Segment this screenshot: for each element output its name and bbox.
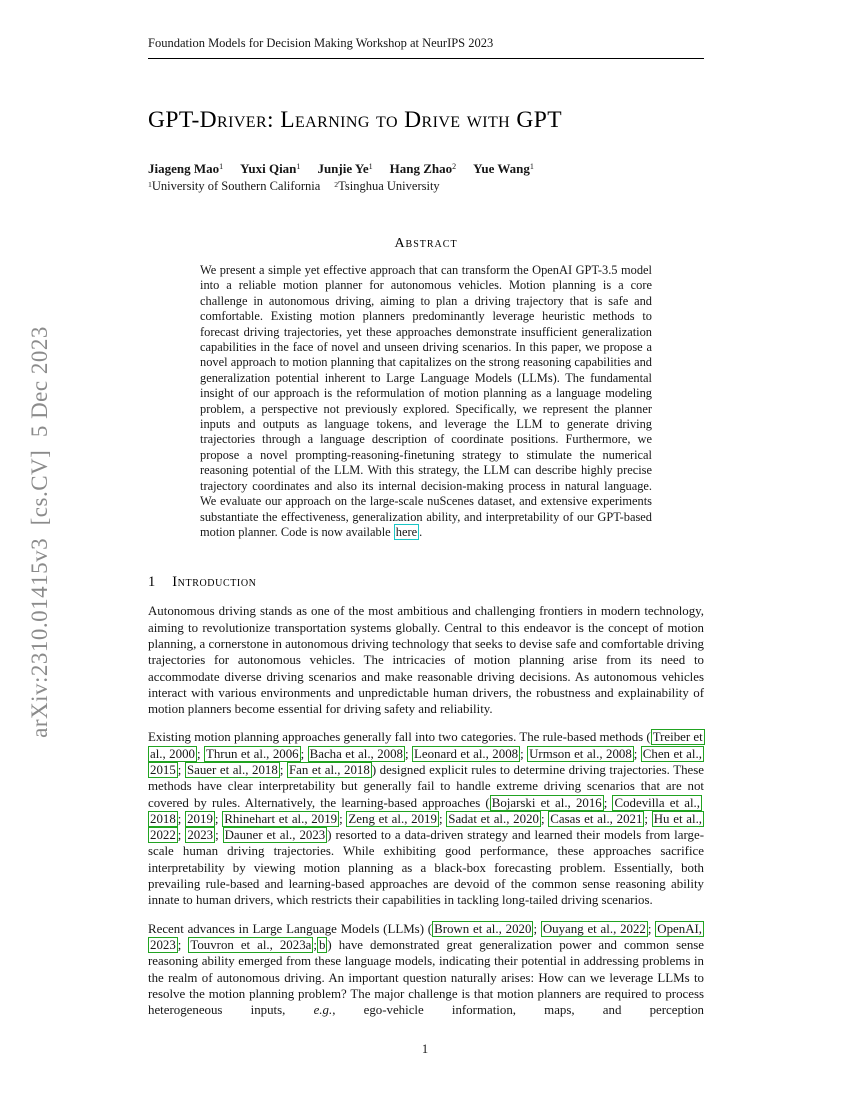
citation-link[interactable]: b xyxy=(318,937,326,952)
citation-link[interactable]: Urmson et al., 2008 xyxy=(529,746,632,761)
citation-link[interactable]: Sauer et al., 2018 xyxy=(186,762,278,777)
affiliation-line xyxy=(148,179,704,194)
author-name: Junjie Ye$^1$ xyxy=(317,161,373,176)
affiliation: $^2$Tsinghua University xyxy=(334,179,440,193)
citation-link[interactable]: OpenAI, 2023 xyxy=(150,921,703,952)
intro-paragraph-3: Recent advances in Large Language Models (LLMs) ( Brown et al., 2020 ; Ouyang et al., 2022 ; OpenAI, 2023 ; Touvron et al., 2023a ; b ) have demonstrated great generalization power and common sense reasoning ability emerged from these language models, indicating their potential in addressing problems in the realm of autonomous driving. An important question naturally arises: How can we leverage LLMs to resolve the motion planning problem? The major challenge is that motion planners are required to process heterogeneous inputs, e.g., ego-vehicle information, maps, and perception xyxy=(148,921,705,1018)
citation-link[interactable]: 2019 xyxy=(187,811,213,826)
citation-link[interactable]: Bojarski et al., 2016 xyxy=(491,795,602,810)
section-heading-introduction xyxy=(148,574,704,591)
citation-link[interactable]: Thrun et al., 2006 xyxy=(205,746,299,761)
citation-link[interactable]: Treiber et al., 2000 xyxy=(150,730,703,761)
citation-link[interactable]: Fan et al., 2018 xyxy=(288,762,370,777)
section-title: Introduction xyxy=(172,574,257,591)
running-header xyxy=(148,36,704,59)
citation-link[interactable]: 2023 xyxy=(187,828,214,843)
citation-link[interactable]: Ouyang et al., 2022 xyxy=(542,921,646,936)
paper-title: GPT-Driver: Learning to Drive with GPT xyxy=(148,107,562,133)
citation-link[interactable]: Leonard et al., 2008 xyxy=(414,746,519,761)
italic-text: e.g. xyxy=(313,1003,333,1018)
intro-paragraph-1: Autonomous driving stands as one of the most ambitious and challenging frontiers in modern technology, aiming to revolutionize transportation systems globally. Central to this endeavor is the concept of motion planning, a cornerstone in autonomous driving technology that seeks to devise safe and comfortable driving trajectories for autonomous vehicles. The intricacies of motion planning arise from its need to accommodate diverse driving scenarios and make reasonable driving decisions. As autonomous vehicles interact with various environments and unpredictable human drivers, the robustness and explainability of motion planners become essential for driving safety and reliability. xyxy=(148,604,704,717)
abstract-heading: Abstract xyxy=(394,236,458,251)
external-link[interactable]: here xyxy=(395,524,418,539)
citation-link[interactable]: Sadat et al., 2020 xyxy=(448,811,539,826)
citation-link[interactable]: Brown et al., 2020 xyxy=(434,921,532,936)
intro-paragraph-2: Existing motion planning approaches generally fall into two categories. The rule-based methods ( Treiber et al., 2000 ; Thrun et al., 2006 ; Bacha et al., 2008 ; Leonard et al., 2008 ; Urmson et al., 2008 ; Chen et al., 2015 ; Sauer et al., 2018 ; Fan et al., 2018 ) designed explicit rules to determine driving trajectories. These methods have clear interpretability but generally fail to handle extreme driving scenarios that are not covered by rules. Alternatively, the learning-based approaches ( Bojarski et al., 2016 ; Codevilla et al., 2018 ; 2019 ; Rhinehart et al., 2019 ; Zeng et al., 2019 ; Sadat et al., 2020 ; Casas et al., 2021 ; Hu et al., 2022 ; 2023 ; Dauner et al., 2023 ) resorted to a data-driven strategy and learned their models from large-scale human driving trajectories. While exhibiting good performance, these approaches sacrifice interpretability by viewing motion planning as a black-box forecasting problem. Essentially, both prevailing rule-based and learning-based approaches are devoid of the common sense reasoning ability innate to human drivers, which restricts their capabilities in tackling long-tailed driving scenarios. xyxy=(148,730,704,908)
page-number: 1 xyxy=(421,1042,429,1056)
citation-link[interactable]: Codevilla et al., 2018 xyxy=(150,795,700,826)
citation-link[interactable]: Casas et al., 2021 xyxy=(550,811,643,826)
citation-link[interactable]: Bacha et al., 2008 xyxy=(309,746,403,761)
abstract-body: We present a simple yet effective approach that can transform the OpenAI GPT-3.5 model into a reliable motion planner for autonomous vehicles. Motion planning is a core challenge in autonomous driving, aiming to plan a driving trajectory that is safe and comfortable. Existing motion planners predominantly leverage heuristic methods to forecast driving trajectories, yet these approaches demonstrate insufficient generalization capabilities in the face of novel and unseen driving scenarios. In this paper, we propose a novel approach to motion planning that capitalizes on the strong reasoning capabilities and generalization potential inherent to Large Language Models (LLMs). The fundamental insight of our approach is the reformulation of motion planning as a language modeling problem, a perspective not previously explored. Specifically, we represent the planner inputs and outputs as language tokens, and leverage the LLM to generate driving trajectories through a language description of coordinate positions. Furthermore, we propose a novel prompting-reasoning-finetuning strategy to stimulate the numerical reasoning potential of the LLM. With this strategy, the LLM can describe highly precise trajectory coordinates and also its internal decision-making process in natural language. We evaluate our approach on the large-scale nuScenes dataset, and extensive experiments substantiate the effectiveness, generalization ability, and interpretability of our GPT-based motion planner. Code is now available here . xyxy=(200,263,652,539)
arxiv-watermark: arXiv:2310.01415v3 [cs.CV] 5 Dec 2023 xyxy=(27,326,52,738)
author-name: Hang Zhao$^2$ xyxy=(389,161,457,176)
affiliation: $^1$University of Southern California xyxy=(148,179,321,193)
citation-link[interactable]: Rhinehart et al., 2019 xyxy=(224,811,338,826)
author-name: Yuxi Qian$^1$ xyxy=(240,161,301,176)
citation-link[interactable]: Dauner et al., 2023 xyxy=(224,828,326,843)
paper-content-column xyxy=(148,0,704,1018)
running-header-text: Foundation Models for Decision Making Workshop at NeurIPS 2023 xyxy=(148,36,494,50)
citation-link[interactable]: Hu et al., 2022 xyxy=(150,811,703,843)
author-line xyxy=(148,161,704,177)
section-number: 1 xyxy=(148,574,156,591)
citation-link[interactable]: Touvron et al., 2023a xyxy=(190,937,312,952)
author-name: Jiageng Mao$^1$ xyxy=(148,161,224,176)
citation-link[interactable]: Chen et al., 2015 xyxy=(150,746,702,777)
citation-link[interactable]: Zeng et al., 2019 xyxy=(348,811,437,826)
author-name: Yue Wang$^1$ xyxy=(473,161,534,176)
